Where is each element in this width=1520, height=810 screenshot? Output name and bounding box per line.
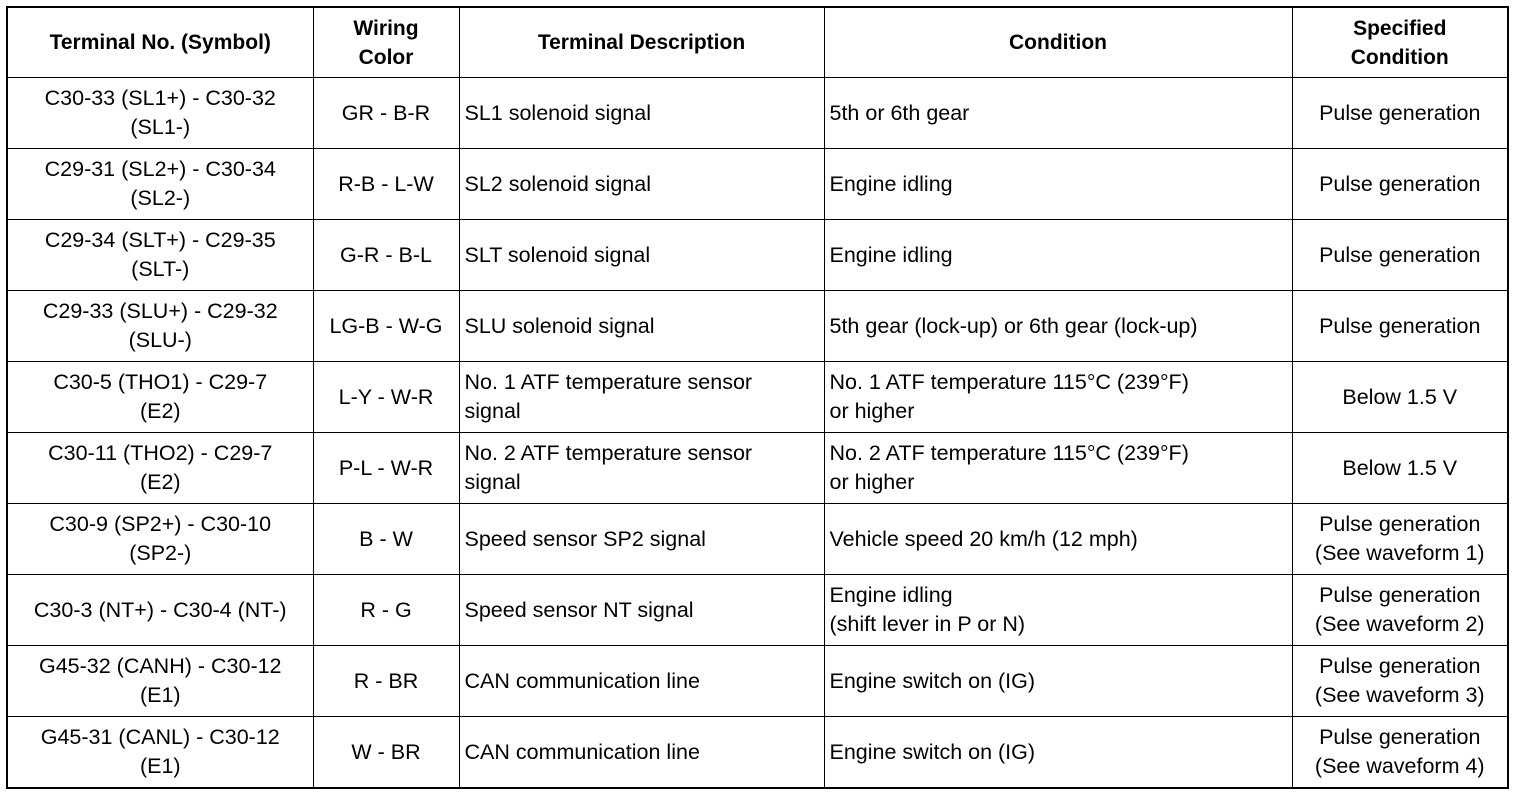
cell-specified-condition [1292, 362, 1508, 433]
cell-text-line: W - BR [351, 739, 421, 764]
cell-terminal-no [7, 220, 313, 291]
cell-text-line: SL2 solenoid signal [464, 171, 651, 196]
cell-text-line: C30-33 (SL1+) - C30-32 [44, 86, 276, 110]
cell-text-line: Engine idling [829, 171, 953, 196]
cell-text-line: (See waveform 2) [1314, 612, 1485, 636]
cell-specified-condition [1292, 646, 1508, 717]
cell-text-line: SLU solenoid signal [464, 313, 655, 338]
cell-text-line: 5th gear (lock-up) or 6th gear (lock-up) [829, 313, 1198, 338]
cell-text-line: No. 2 ATF temperature 115°C (239°F) [829, 441, 1189, 465]
cell-text-line: No. 2 ATF temperature sensor [464, 441, 753, 465]
cell-text-line: Engine switch on (IG) [829, 668, 1036, 693]
cell-condition [824, 575, 1292, 646]
cell-wiring-color [313, 575, 459, 646]
cell-text-line: R - BR [353, 668, 419, 693]
cell-condition [824, 220, 1292, 291]
header-row [7, 7, 1508, 78]
header-label-line: Condition [1350, 45, 1449, 69]
cell-terminal-description [459, 504, 824, 575]
cell-specified-condition [1292, 575, 1508, 646]
header-wiring-color [313, 7, 459, 78]
cell-text-line: GR - B-R [341, 100, 431, 125]
cell-text-line: Vehicle speed 20 km/h (12 mph) [829, 526, 1138, 551]
cell-wiring-color [313, 291, 459, 362]
cell-text-line: or higher [829, 399, 915, 423]
cell-text-line: CAN communication line [464, 739, 700, 764]
cell-wiring-color [313, 433, 459, 504]
cell-text-line: R - G [360, 597, 412, 622]
cell-condition [824, 504, 1292, 575]
table-row [7, 717, 1508, 789]
cell-specified-condition [1292, 220, 1508, 291]
table-row [7, 220, 1508, 291]
cell-text-line: No. 1 ATF temperature sensor [464, 370, 753, 394]
header-label-line: Color [358, 45, 414, 69]
header-label-line: Condition [1009, 31, 1107, 54]
cell-text-line: (SL2-) [130, 186, 191, 210]
cell-terminal-no [7, 362, 313, 433]
cell-wiring-color [313, 362, 459, 433]
header-label-line: Terminal No. (Symbol) [49, 31, 271, 54]
cell-text-line: CAN communication line [464, 668, 700, 693]
cell-text-line: C30-3 (NT+) - C30-4 (NT-) [33, 597, 287, 622]
cell-text-line: Pulse generation [1319, 313, 1481, 338]
cell-terminal-description [459, 220, 824, 291]
cell-condition [824, 433, 1292, 504]
cell-terminal-no [7, 78, 313, 149]
header-specified-condition [1292, 7, 1508, 78]
cell-specified-condition [1292, 78, 1508, 149]
cell-text-line: (shift lever in P or N) [829, 612, 1026, 636]
cell-terminal-description [459, 717, 824, 789]
cell-text-line: C30-9 (SP2+) - C30-10 [49, 512, 272, 536]
cell-text-line: Pulse generation [1319, 725, 1481, 749]
cell-text-line: C29-33 (SLU+) - C29-32 [42, 299, 278, 323]
cell-text-line: Pulse generation [1319, 654, 1481, 678]
cell-condition [824, 149, 1292, 220]
cell-text-line: L-Y - W-R [338, 384, 434, 409]
cell-text-line: (SL1-) [130, 115, 191, 139]
cell-terminal-description [459, 149, 824, 220]
cell-wiring-color [313, 78, 459, 149]
cell-text-line: Speed sensor SP2 signal [464, 526, 706, 551]
cell-terminal-description [459, 291, 824, 362]
cell-condition [824, 78, 1292, 149]
cell-text-line: signal [464, 470, 521, 494]
cell-terminal-no [7, 504, 313, 575]
cell-condition [824, 646, 1292, 717]
cell-text-line: Pulse generation [1319, 512, 1481, 536]
cell-text-line: (E2) [139, 399, 181, 423]
cell-specified-condition [1292, 149, 1508, 220]
cell-text-line: Pulse generation [1319, 583, 1481, 607]
cell-specified-condition [1292, 717, 1508, 789]
cell-text-line: signal [464, 399, 521, 423]
cell-text-line: C30-11 (THO2) - C29-7 [48, 441, 273, 465]
cell-text-line: Engine idling [829, 242, 953, 267]
cell-text-line: (E1) [139, 754, 181, 778]
cell-specified-condition [1292, 291, 1508, 362]
cell-text-line: Below 1.5 V [1342, 384, 1458, 409]
cell-text-line: G45-32 (CANH) - C30-12 [38, 654, 282, 678]
table-row [7, 78, 1508, 149]
cell-text-line: G45-31 (CANL) - C30-12 [40, 725, 280, 749]
cell-text-line: G-R - B-L [340, 242, 432, 267]
cell-text-line: SL1 solenoid signal [464, 100, 651, 125]
cell-terminal-description [459, 575, 824, 646]
cell-terminal-no [7, 717, 313, 789]
cell-terminal-no [7, 646, 313, 717]
cell-text-line: (E1) [139, 683, 181, 707]
cell-text-line: (See waveform 4) [1314, 754, 1485, 778]
cell-text-line: (SLU-) [128, 328, 192, 352]
header-label-line: Terminal Description [537, 31, 746, 54]
table-row [7, 433, 1508, 504]
cell-terminal-no [7, 433, 313, 504]
terminal-table-container [6, 6, 1509, 789]
cell-text-line: R-B - L-W [338, 171, 434, 196]
cell-terminal-no [7, 149, 313, 220]
cell-terminal-no [7, 575, 313, 646]
cell-wiring-color [313, 149, 459, 220]
table-row [7, 291, 1508, 362]
terminal-specification-table [6, 6, 1509, 789]
cell-text-line: Pulse generation [1319, 171, 1481, 196]
table-row [7, 504, 1508, 575]
cell-text-line: B - W [359, 526, 413, 551]
table-body [7, 78, 1508, 789]
cell-text-line: C29-31 (SL2+) - C30-34 [44, 157, 276, 181]
cell-specified-condition [1292, 504, 1508, 575]
cell-specified-condition [1292, 433, 1508, 504]
cell-text-line: C30-5 (THO1) - C29-7 [53, 370, 268, 394]
cell-text-line: or higher [829, 470, 915, 494]
header-terminal-no [7, 7, 313, 78]
cell-condition [824, 362, 1292, 433]
table-row [7, 362, 1508, 433]
cell-wiring-color [313, 504, 459, 575]
cell-text-line: LG-B - W-G [329, 313, 443, 338]
cell-terminal-description [459, 433, 824, 504]
header-label-line: Specified [1353, 16, 1447, 40]
cell-terminal-description [459, 646, 824, 717]
cell-wiring-color [313, 220, 459, 291]
cell-text-line: P-L - W-R [338, 455, 434, 480]
cell-text-line: 5th or 6th gear [829, 100, 970, 125]
cell-text-line: Engine idling [829, 583, 953, 607]
cell-condition [824, 717, 1292, 789]
cell-text-line: (See waveform 3) [1314, 683, 1485, 707]
cell-text-line: Pulse generation [1319, 100, 1481, 125]
cell-text-line: Below 1.5 V [1342, 455, 1458, 480]
table-row [7, 575, 1508, 646]
cell-text-line: Engine switch on (IG) [829, 739, 1036, 764]
cell-text-line: Pulse generation [1319, 242, 1481, 267]
header-condition [824, 7, 1292, 78]
cell-terminal-description [459, 362, 824, 433]
cell-text-line: C29-34 (SLT+) - C29-35 [44, 228, 276, 252]
cell-wiring-color [313, 717, 459, 789]
cell-text-line: No. 1 ATF temperature 115°C (239°F) [829, 370, 1189, 394]
cell-terminal-no [7, 291, 313, 362]
cell-wiring-color [313, 646, 459, 717]
header-label-line: Wiring [353, 16, 419, 40]
table-row [7, 646, 1508, 717]
cell-text-line: SLT solenoid signal [464, 242, 651, 267]
header-terminal-description [459, 7, 824, 78]
cell-text-line: (E2) [139, 470, 181, 494]
cell-text-line: (See waveform 1) [1314, 541, 1485, 565]
table-header [7, 7, 1508, 78]
cell-terminal-description [459, 78, 824, 149]
cell-text-line: (SLT-) [131, 257, 190, 281]
table-row [7, 149, 1508, 220]
cell-text-line: Speed sensor NT signal [464, 597, 694, 622]
cell-text-line: (SP2-) [129, 541, 192, 565]
cell-condition [824, 291, 1292, 362]
